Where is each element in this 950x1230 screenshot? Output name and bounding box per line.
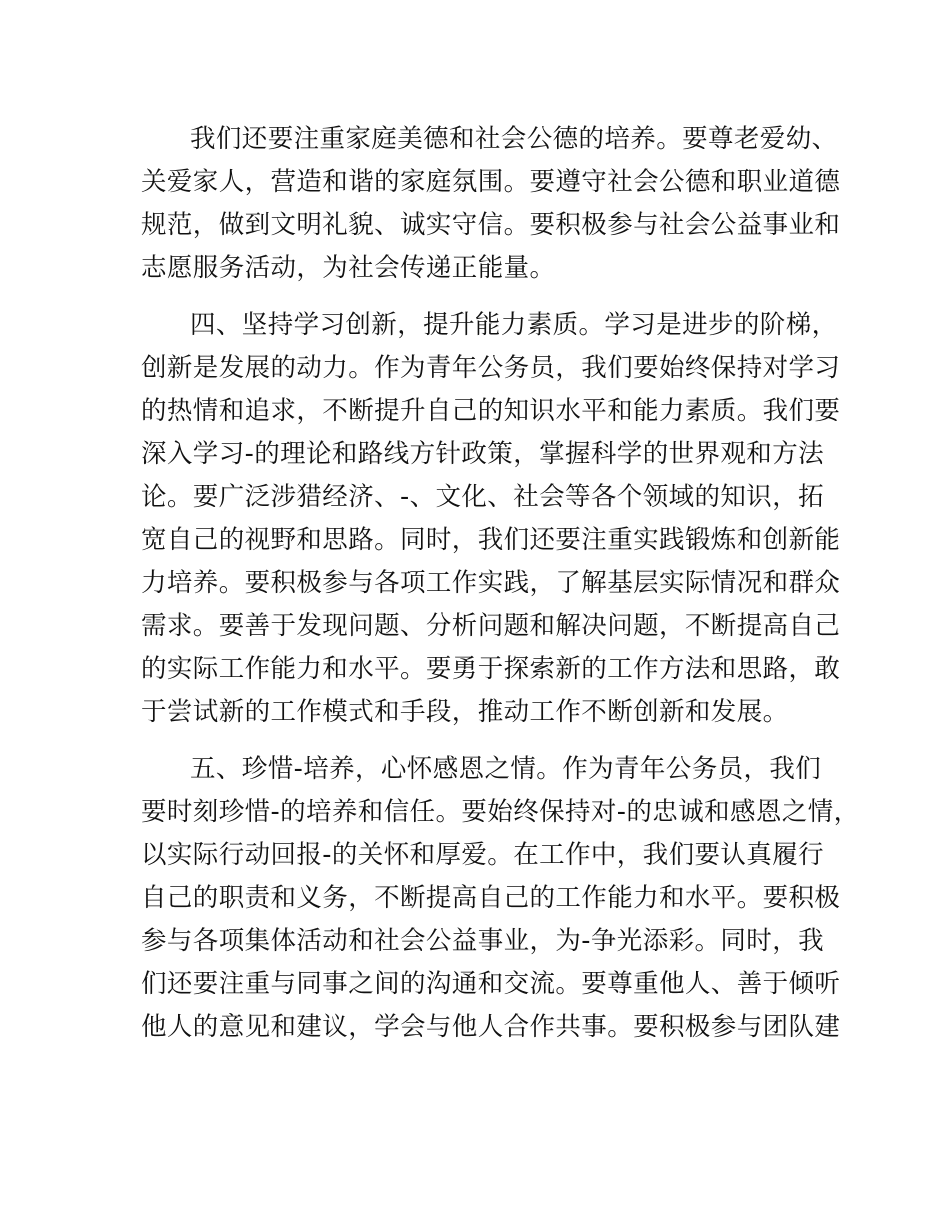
text-line: 创新是发展的动力。作为青年公务员，我们要始终保持对学习 [141,353,841,383]
text-line: 关爱家人，营造和谐的家庭氛围。要遵守社会公德和职业道德 [141,167,841,197]
text-line: 规范，做到文明礼貌、诚实守信。要积极参与社会公益事业和 [141,210,841,240]
text-line: 他人的意见和建议，学会与他人合作共事。要积极参与团队建 [141,1012,841,1042]
text-line: 论。要广泛涉猎经济、-、文化、社会等各个领域的知识，拓 [141,482,825,512]
text-line: 参与各项集体活动和社会公益事业，为-争光添彩。同时，我 [141,926,825,956]
text-line: 志愿服务活动，为社会传递正能量。 [141,253,556,283]
text-line: 们还要注重与同事之间的沟通和交流。要尊重他人、善于倾听 [141,969,841,999]
text-line: 的实际工作能力和水平。要勇于探索新的工作方法和思路，敢 [141,654,841,684]
text-line: 力培养。要积极参与各项工作实践，了解基层实际情况和群众 [141,568,841,598]
text-line: 要时刻珍惜-的培养和信任。要始终保持对-的忠诚和感恩之情， [141,797,860,827]
text-line: 自己的职责和义务，不断提高自己的工作能力和水平。要积极 [141,883,841,913]
text-line: 四、坚持学习创新，提升能力素质。学习是进步的阶梯， [190,310,838,340]
text-line: 我们还要注重家庭美德和社会公德的培养。要尊老爱幼、 [190,124,838,154]
text-line: 于尝试新的工作模式和手段，推动工作不断创新和发展。 [141,697,789,727]
text-line: 深入学习-的理论和路线方针政策，掌握科学的世界观和方法 [141,439,825,469]
text-line: 以实际行动回报-的关怀和厚爱。在工作中，我们要认真履行 [141,840,825,870]
text-line: 的热情和追求，不断提升自己的知识水平和能力素质。我们要 [141,396,841,426]
text-line: 五、珍惜-培养，心怀感恩之情。作为青年公务员，我们 [190,754,822,784]
text-line: 宽自己的视野和思路。同时，我们还要注重实践锻炼和创新能 [141,525,841,555]
text-line: 需求。要善于发现问题、分析问题和解决问题，不断提高自己 [141,611,841,641]
